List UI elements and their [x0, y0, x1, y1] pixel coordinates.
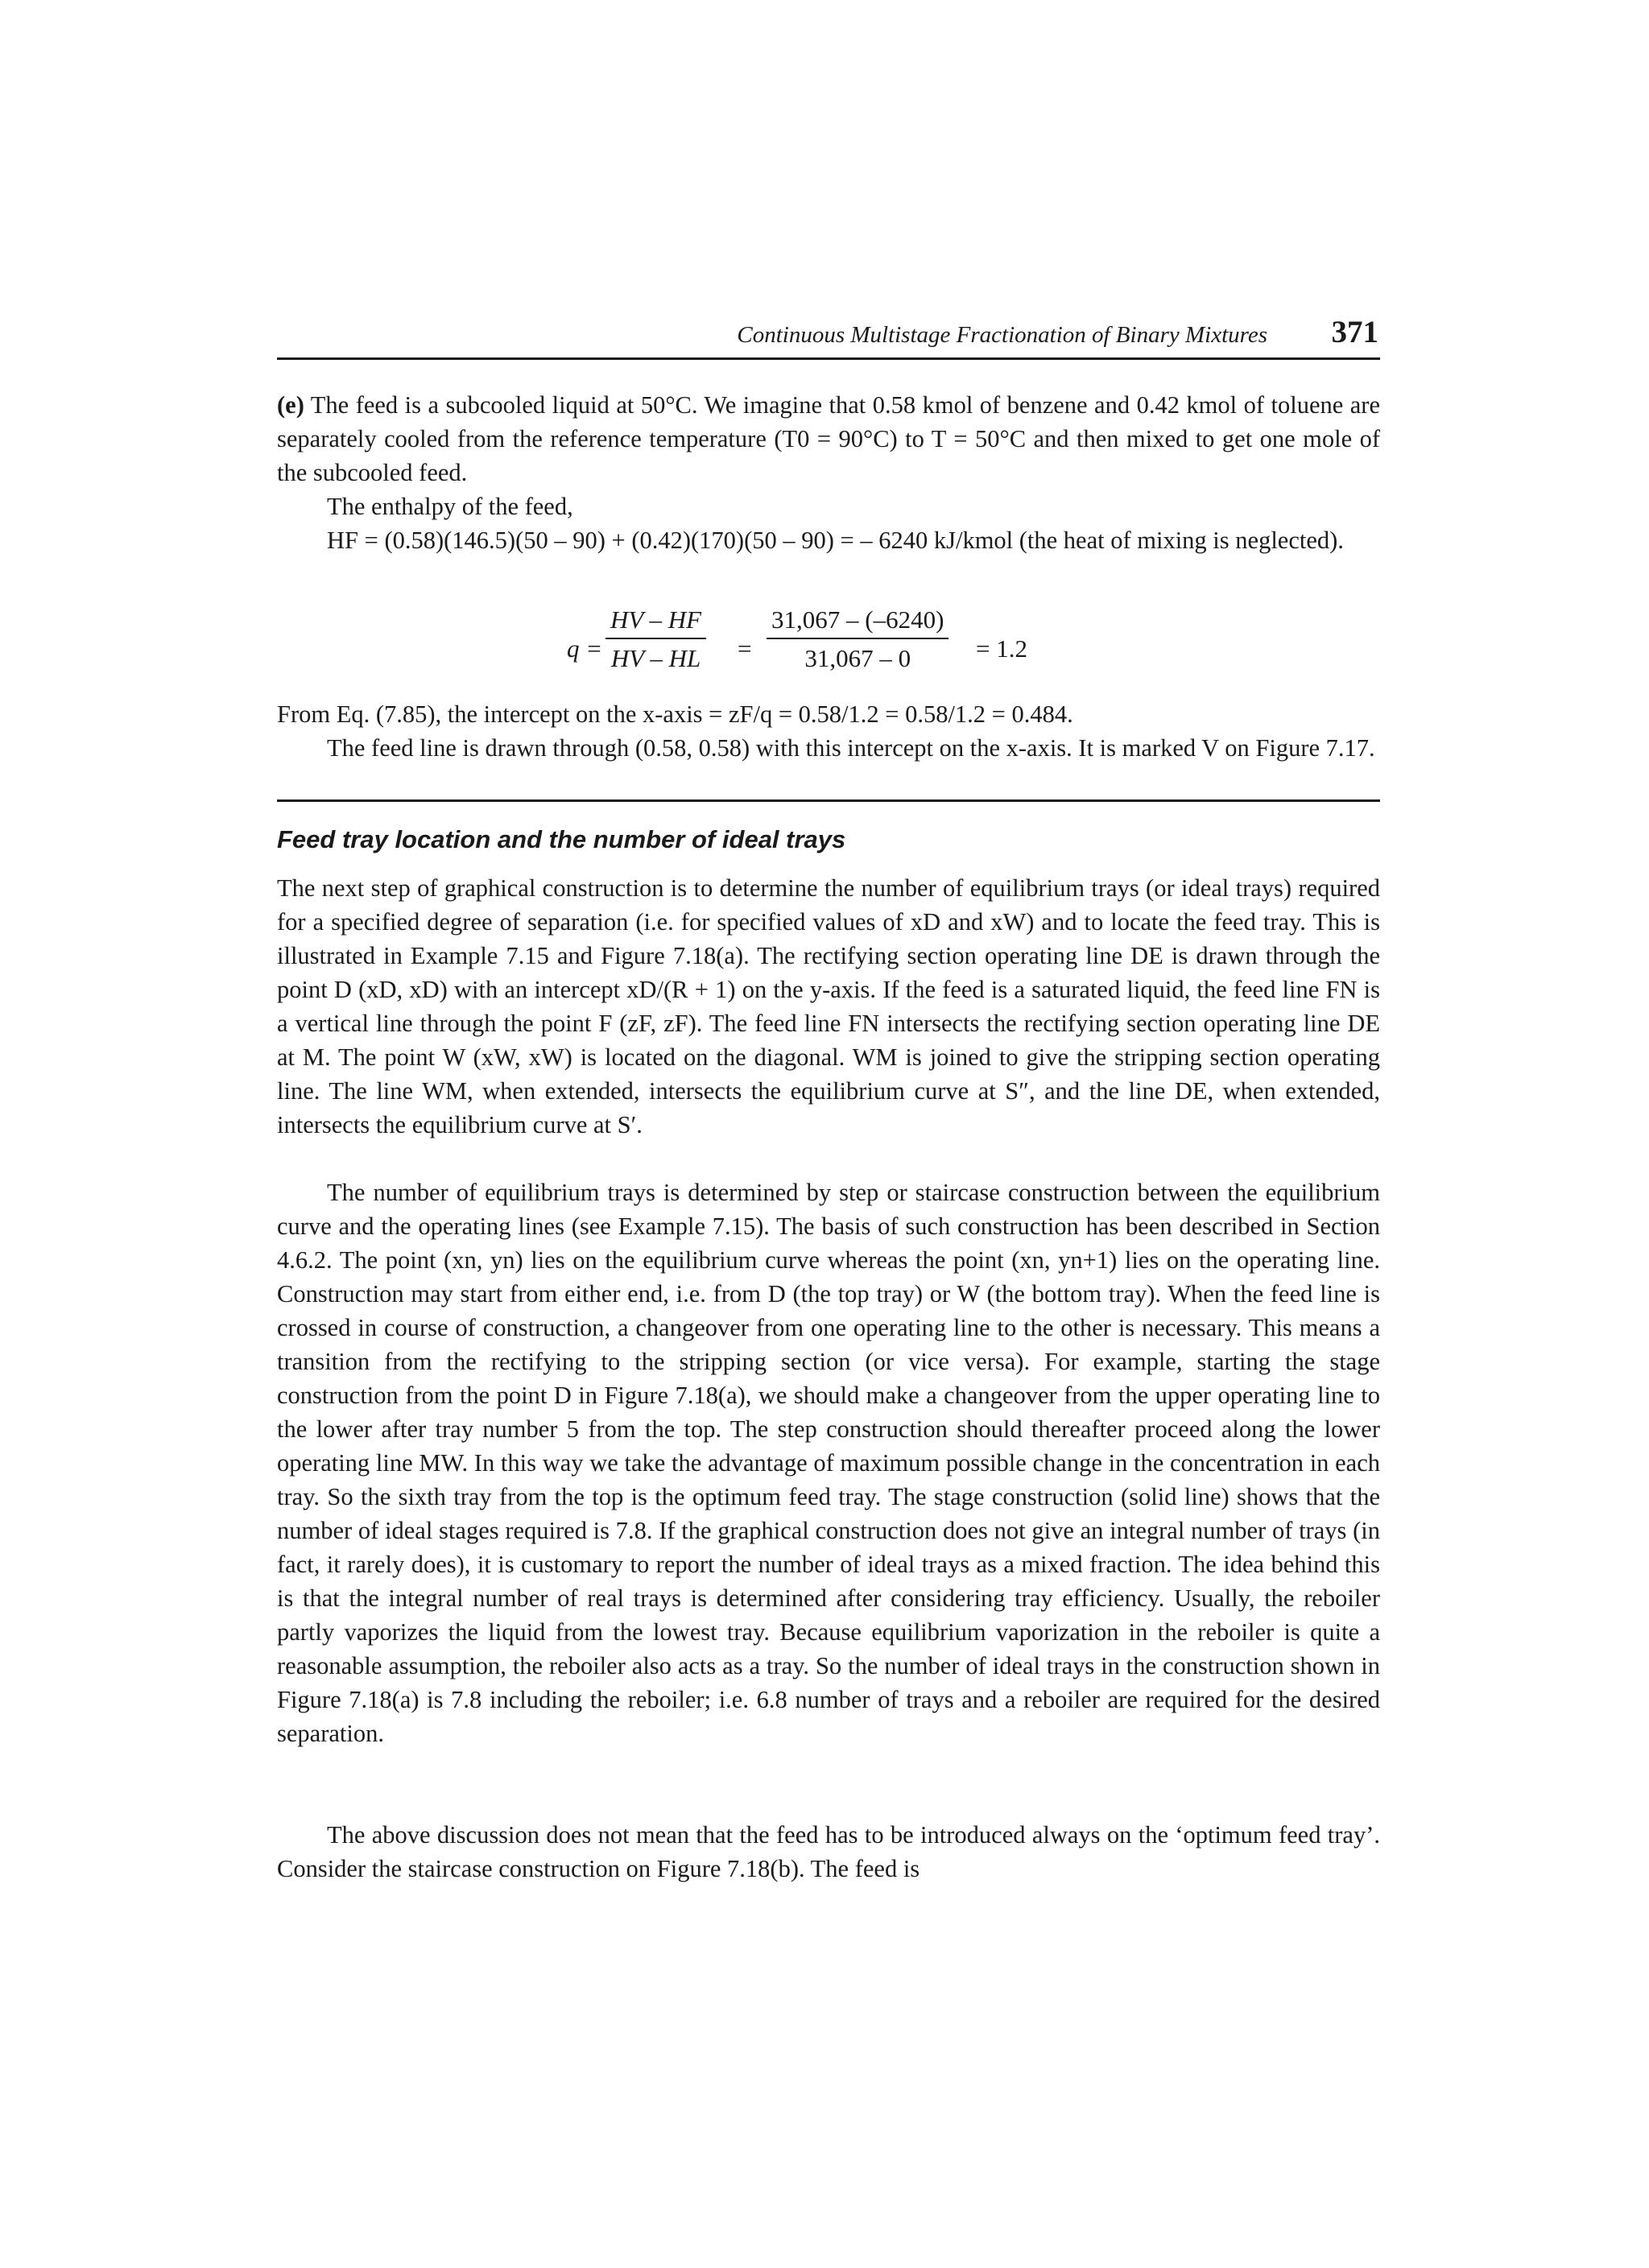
section-paragraph-3: The above discussion does not mean that the feed has to be introduced always on the ‘optimum feed tray’. Consider the staircase construction on Figure 7.18(b). The feed is: [277, 1821, 1380, 1882]
numeric-fraction: [767, 605, 948, 673]
section-paragraph-2: The number of equilibrium trays is determined by step or staircase construction between the equilibrium curve and the operating lines (see Example 7.15). The basis of such construction has been described in Section 4.6.2. The point (xn, yn) lies on the equilibrium curve whereas the point (xn, yn+1) lies on the operating line. Construction may start from either end, i.e. from D (the top tray) or W (the bottom tray). When the feed line is crossed in course of construction, a changeover from one operating line to the other is necessary. This means a transition from the rectifying to the stripping section (or vice versa). For example, starting the stage construction from the point D in Figure 7.18(a), we should make a changeover from the upper operating line to the lower after tray number 5 from the top. The step construction should thereafter proceed along the lower operating line MW. In this way we take the advantage of maximum possible change in the concentration in each tray. So the sixth tray from the top is the optimum feed tray. The stage construction (solid line) shows that the number of ideal stages required is 7.8. If the graphical construction does not give an integral number of trays (in fact, it rarely does), it is customary to report the number of ideal trays as a mixed fraction. The idea behind this is that the integral number of real trays is determined after considering tray efficiency. Usually, the reboiler partly vaporizes the liquid from the lowest tray. Because equilibrium vaporization in the reboiler is quite a reasonable assumption, the reboiler also acts as a tray. So the number of ideal trays in the construction shown in Figure 7.18(a) is 7.8 including the reboiler; i.e. 6.8 number of trays and a reboiler are required for the desired separation.: [277, 1179, 1380, 1747]
example-paragraph-1-text: The feed is a subcooled liquid at 50°C. We imagine that 0.58 kmol of benzene and 0.42 kmol of toluene are separately cooled from the reference temperature (T0 = 90°C) to T = 50°C and then mixed to get one mole of the subcooled feed.: [277, 391, 1380, 486]
numeric-denominator: 31,067 – 0: [804, 644, 911, 672]
example-paragraph-2: The enthalpy of the feed,: [327, 493, 573, 520]
enthalpy-fraction: [605, 605, 706, 673]
page-number: 371: [1331, 315, 1378, 349]
q-value-equation: [567, 605, 1130, 702]
example-paragraph-3: HF = (0.58)(146.5)(50 – 90) + (0.42)(170)(50 – 90) = – 6240 kJ/kmol (the heat of mixing is neglected).: [327, 527, 1344, 554]
running-title: Continuous Multistage Fractionation of Binary Mixtures: [737, 322, 1267, 348]
section-paragraph-1: The next step of graphical construction is to determine the number of equilibrium trays (or ideal trays) required for a specified degree of separation (i.e. for specified values of xD and xW) and to locate the feed tray. This is illustrated in Example 7.15 and Figure 7.18(a). The rectifying section operating line DE is drawn through the point D (xD, xD) with an intercept xD/(R + 1) on the y-axis. If the feed is a saturated liquid, the feed line FN is a vertical line through the point F (zF, zF). The feed line FN intersects the rectifying section operating line DE at M. The point W (xW, xW) is located on the diagonal. WM is joined to give the stripping section operating line. The line WM, when extended, intersects the equilibrium curve at S″, and the line DE, when extended, intersects the equilibrium curve at S′.: [277, 874, 1380, 1138]
section-heading: Feed tray location and the number of ideal trays: [277, 825, 846, 853]
example-end-rule: [277, 799, 1380, 802]
example-paragraph-4: From Eq. (7.85), the intercept on the x-axis = zF/q = 0.58/1.2 = 0.58/1.2 = 0.484.: [277, 700, 1073, 728]
equation-lhs: q =: [567, 634, 603, 663]
example-paragraph-5: The feed line is drawn through (0.58, 0.58) with this intercept on the x-axis. It is marked V on Figure 7.17.: [327, 734, 1375, 762]
enthalpy-denominator: HV – HL: [610, 644, 701, 672]
enthalpy-numerator: HV – HF: [605, 605, 706, 639]
part-label: (e): [277, 391, 304, 419]
example-paragraph-1: [277, 388, 1380, 490]
equation-equals: =: [738, 634, 752, 663]
running-header: [277, 315, 1380, 360]
numeric-numerator: 31,067 – (–6240): [767, 605, 948, 639]
equation-result: = 1.2: [976, 634, 1027, 663]
